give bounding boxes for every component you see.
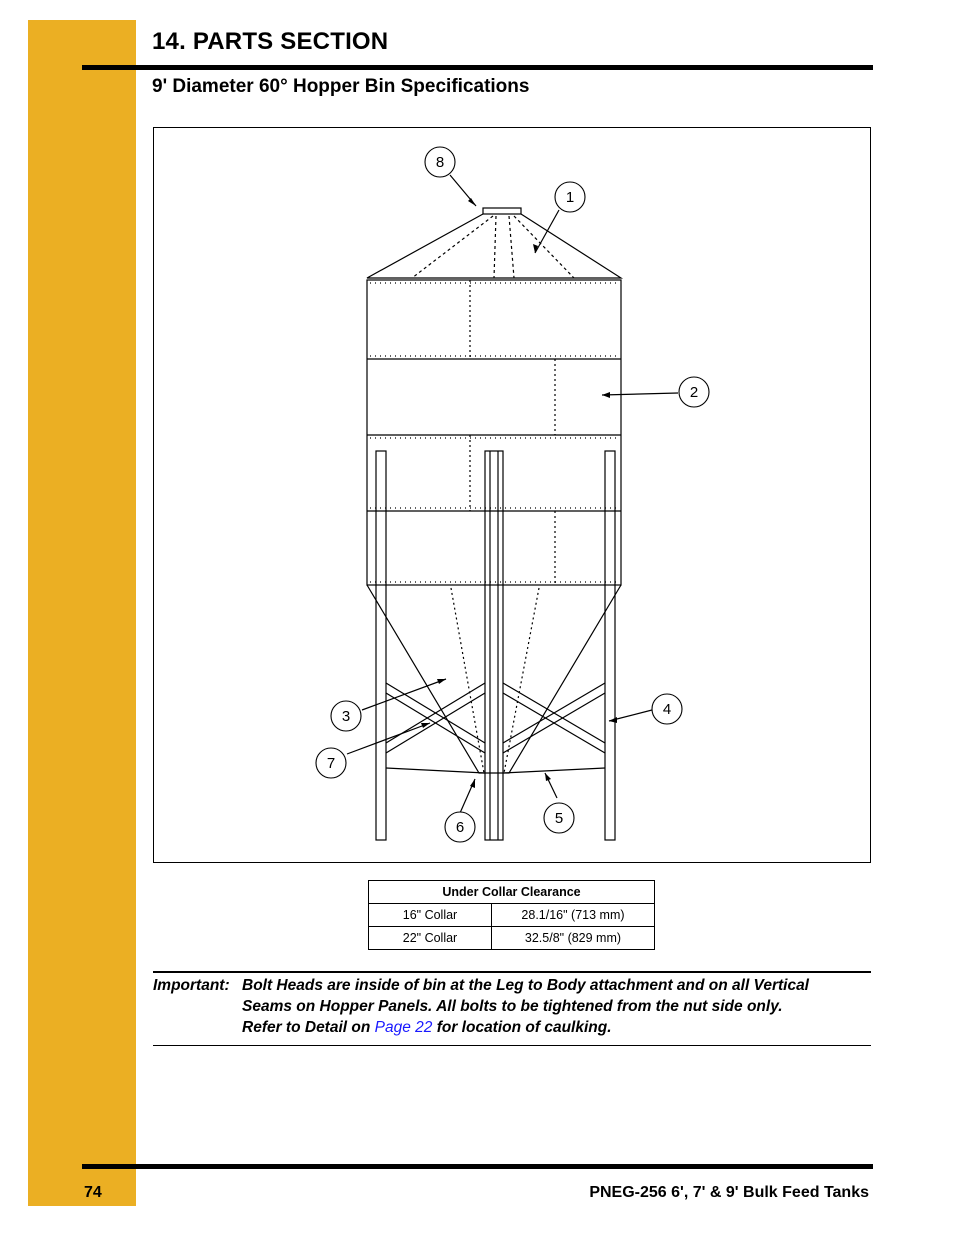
under-collar-clearance-table <box>368 880 655 950</box>
document-title: PNEG-256 6', 7' & 9' Bulk Feed Tanks <box>589 1184 869 1201</box>
table-header: Under Collar Clearance <box>369 881 655 904</box>
callout-label: 3 <box>341 708 351 725</box>
leg-right <box>605 451 615 840</box>
table-row <box>369 904 655 927</box>
callout-label: 8 <box>435 154 445 171</box>
important-note <box>153 975 871 1038</box>
roof-cone <box>367 214 621 278</box>
bin-body <box>367 280 621 585</box>
center-column <box>485 451 503 840</box>
note-lead: Important: <box>153 977 230 994</box>
callout-label: 6 <box>455 819 465 836</box>
section-title: 14. PARTS SECTION <box>152 28 389 55</box>
callout-label: 7 <box>326 755 336 772</box>
callout-label: 4 <box>662 701 672 718</box>
note-line-3-post: for location of caulking. <box>436 1019 612 1036</box>
note-line-2: Seams on Hopper Panels. All bolts to be tightened from the nut side only. <box>242 998 783 1015</box>
hopper-cone <box>367 585 621 773</box>
side-color-band <box>28 20 136 1206</box>
note-line-1: Bolt Heads are inside of bin at the Leg to Body attachment and on all Vertical <box>242 977 809 994</box>
note-rule-top <box>153 971 871 973</box>
callout-label: 1 <box>565 189 575 206</box>
roof-collar <box>483 208 521 214</box>
note-rule-bottom <box>153 1045 871 1046</box>
page-22-link[interactable]: Page 22 <box>374 1019 433 1036</box>
footer-rule <box>82 1164 873 1169</box>
table-cell-clearance: 32.5/8" (829 mm) <box>491 927 654 950</box>
table-cell-clearance: 28.1/16" (713 mm) <box>491 904 654 927</box>
page-subtitle: 9' Diameter 60° Hopper Bin Specifications <box>152 76 530 97</box>
header-rule <box>82 65 873 70</box>
leg-left <box>376 451 386 840</box>
note-line-3-pre: Refer to Detail on <box>242 1019 371 1036</box>
page-number: 74 <box>84 1184 102 1201</box>
hopper-bin-drawing <box>154 128 870 862</box>
callout-label: 2 <box>689 384 699 401</box>
table-cell-collar: 22" Collar <box>369 927 492 950</box>
hopper-bin-diagram <box>153 127 871 863</box>
callout-label: 5 <box>554 810 564 827</box>
table-row <box>369 927 655 950</box>
table-cell-collar: 16" Collar <box>369 904 492 927</box>
